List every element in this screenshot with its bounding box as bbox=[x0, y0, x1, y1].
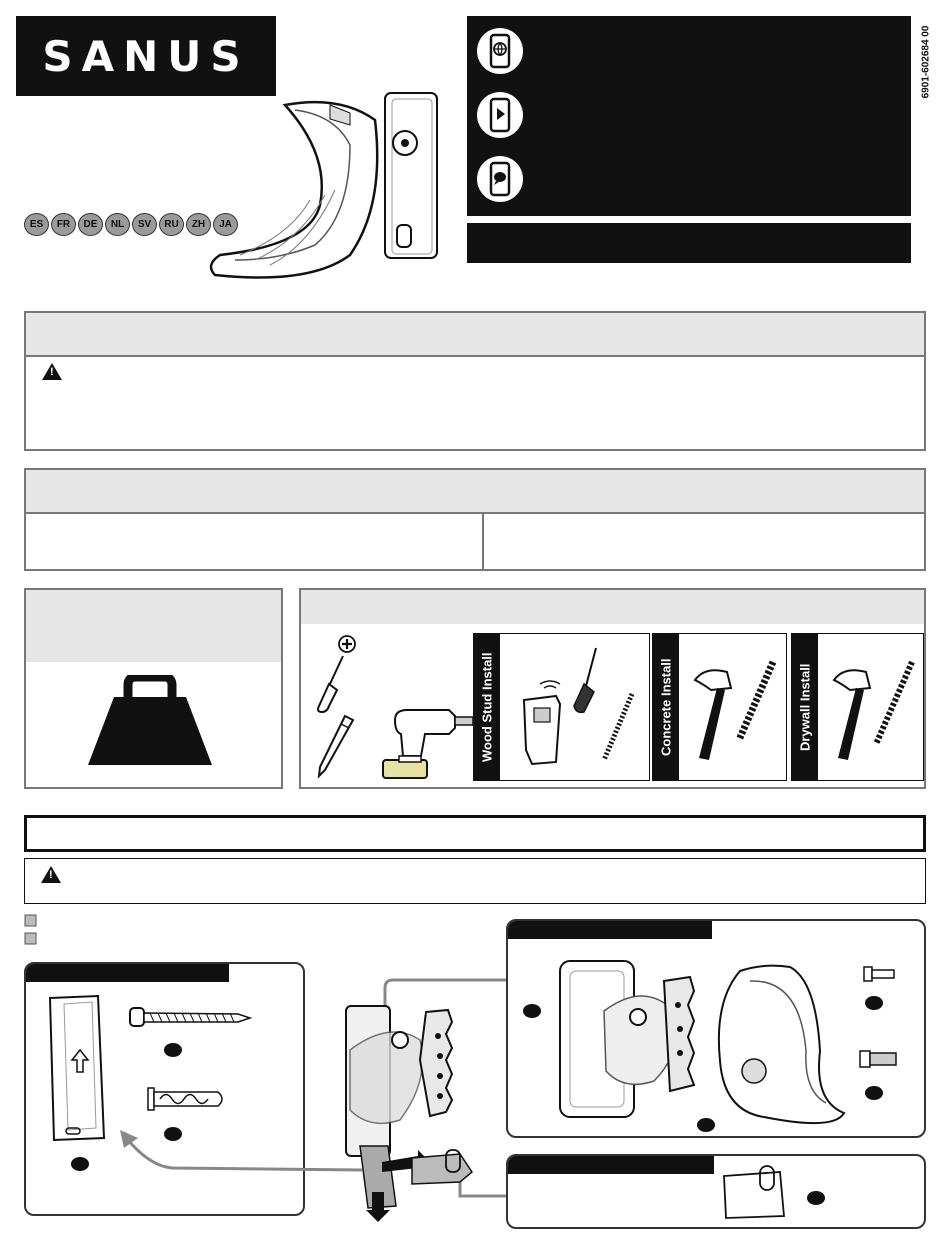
weight-header bbox=[26, 590, 281, 662]
drywall-install-label: Drywall Install bbox=[792, 634, 818, 780]
stud-finder-awl-bit-icon bbox=[504, 640, 644, 772]
language-badge[interactable]: NL bbox=[105, 213, 130, 236]
tools-header bbox=[301, 590, 924, 624]
concrete-install-panel bbox=[652, 633, 787, 781]
language-list bbox=[24, 213, 238, 236]
weight-icon bbox=[84, 675, 216, 767]
chat-phone-icon[interactable] bbox=[477, 156, 523, 202]
clip-parts-tab bbox=[508, 1156, 714, 1174]
brand-logo: SANUS bbox=[16, 16, 276, 96]
language-badge[interactable]: FR bbox=[51, 213, 76, 236]
language-badge[interactable]: DE bbox=[78, 213, 103, 236]
language-badge[interactable]: SV bbox=[132, 213, 157, 236]
concrete-install-label: Concrete Install bbox=[653, 634, 679, 780]
globe-phone-icon[interactable] bbox=[477, 28, 523, 74]
language-badge[interactable]: ES bbox=[24, 213, 49, 236]
hammer-drill-bit-icon bbox=[822, 654, 922, 774]
clip-parts-box bbox=[506, 1154, 926, 1229]
note-icons bbox=[24, 914, 38, 946]
step-header-bar bbox=[24, 815, 926, 852]
app-support-bar bbox=[467, 223, 911, 263]
language-badge[interactable]: RU bbox=[159, 213, 184, 236]
video-phone-icon[interactable] bbox=[477, 92, 523, 138]
product-illustration bbox=[200, 85, 450, 290]
language-badge[interactable]: ZH bbox=[186, 213, 211, 236]
cable-clip-illustration bbox=[718, 1162, 838, 1226]
bracket-parts-tab bbox=[508, 921, 712, 939]
document-number bbox=[918, 20, 934, 104]
wood-stud-install-label: Wood Stud Install bbox=[474, 634, 500, 780]
column-divider bbox=[482, 512, 484, 571]
hammer-masonry-bit-icon bbox=[683, 654, 783, 774]
power-drill-icon bbox=[379, 704, 479, 786]
app-support-panel bbox=[467, 16, 911, 216]
language-badge[interactable]: JA bbox=[213, 213, 238, 236]
info-section bbox=[24, 468, 926, 571]
svg-text:6901-602684 00: 6901-602684 00 bbox=[920, 25, 932, 99]
weight-capacity-box bbox=[24, 588, 283, 789]
phillips-screwdriver-icon bbox=[307, 634, 367, 714]
warning-icon bbox=[42, 363, 62, 380]
warning-header bbox=[26, 313, 924, 357]
pencil-icon bbox=[311, 712, 361, 780]
warning-section bbox=[24, 311, 926, 451]
bracket-parts-box bbox=[506, 919, 926, 1138]
caution-box bbox=[24, 858, 926, 904]
bracket-speaker-screws-illustration bbox=[514, 941, 924, 1137]
wood-stud-install-panel bbox=[473, 633, 650, 781]
tools-box bbox=[299, 588, 926, 789]
info-header bbox=[26, 470, 924, 514]
drywall-install-panel bbox=[791, 633, 924, 781]
caution-icon bbox=[41, 866, 61, 883]
